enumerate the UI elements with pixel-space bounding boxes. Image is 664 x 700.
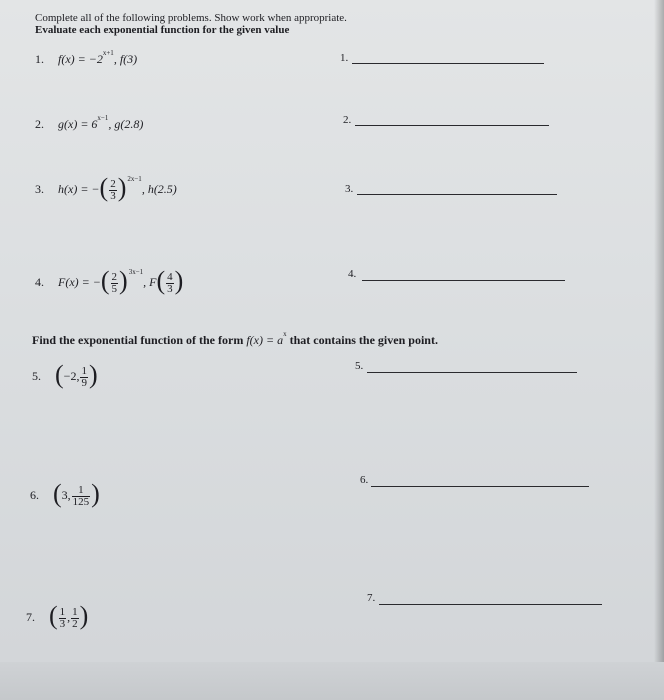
answer-blank-5[interactable]	[367, 372, 577, 373]
function-lhs: F(x) = −	[58, 274, 101, 289]
instruction-text-end: that contains the given point.	[286, 333, 438, 347]
function-lhs: h(x) = −	[58, 181, 100, 196]
answer-label-4: 4.	[348, 268, 357, 280]
problem-6	[30, 481, 100, 511]
fraction-numerator: 1	[78, 483, 84, 496]
answer-blank-3[interactable]	[357, 194, 557, 195]
comma: ,	[67, 609, 71, 624]
point-fraction-a	[59, 607, 67, 630]
right-paren: )	[119, 266, 128, 295]
fraction-denominator: 9	[81, 376, 87, 389]
problem-5	[32, 362, 98, 392]
fraction-denominator: 3	[167, 282, 173, 295]
fraction-numerator: 1	[72, 605, 78, 618]
exponent: x−1	[97, 114, 109, 122]
fraction-denominator: 125	[72, 495, 90, 508]
evaluate-at: , F	[143, 274, 157, 289]
fraction-denominator: 3	[59, 617, 66, 630]
point-first: −2,	[63, 368, 80, 383]
exponent: 3x−1	[128, 267, 144, 276]
instruction-formula: f(x) = a	[246, 333, 284, 347]
point-first: 3,	[61, 487, 71, 502]
instruction-text: Find the exponential function of the form	[32, 333, 247, 347]
answer-label-3: 3.	[345, 183, 354, 195]
right-paren: )	[91, 479, 100, 508]
answer-blank-7[interactable]	[379, 604, 602, 605]
left-paren: (	[55, 360, 64, 389]
answer-blank-6[interactable]	[371, 486, 589, 487]
answer-label-2: 2.	[343, 114, 352, 126]
right-paren: )	[174, 266, 184, 295]
evaluate-at: , h(2.5)	[141, 181, 177, 196]
instruction-exponent: x	[283, 330, 287, 338]
evaluate-at: , f(3)	[113, 52, 138, 66]
base-fraction	[111, 272, 119, 295]
answer-blank-2[interactable]	[355, 125, 549, 126]
problem-number: 6.	[30, 487, 39, 502]
fraction-numerator: 4	[167, 270, 173, 283]
answer-blank-1[interactable]	[352, 63, 544, 64]
fraction-numerator: 1	[81, 364, 87, 377]
problem-1	[35, 49, 138, 67]
base-fraction	[109, 179, 117, 202]
right-paren: )	[117, 173, 127, 202]
answer-blank-4[interactable]	[362, 280, 565, 281]
function-lhs: g(x) = 6	[58, 117, 98, 131]
problem-3	[35, 175, 177, 205]
answer-label-6: 6.	[360, 474, 369, 486]
problem-4	[35, 268, 183, 298]
right-paren: )	[79, 601, 89, 630]
problem-number: 3.	[35, 181, 44, 196]
problem-number: 4.	[35, 274, 44, 289]
answer-label-1: 1.	[340, 52, 349, 64]
section-instruction	[32, 330, 438, 348]
fraction-numerator: 2	[110, 177, 116, 190]
exponent: x+1	[102, 49, 114, 57]
left-paren: (	[100, 266, 110, 295]
fraction-numerator: 1	[59, 605, 66, 618]
left-paren: (	[49, 601, 58, 630]
answer-label-5: 5.	[355, 360, 364, 372]
instructions-line: Complete all of the following problems. Show work when appropriate.	[35, 12, 347, 24]
fraction-denominator: 5	[111, 282, 118, 295]
answer-label-7: 7.	[367, 592, 376, 604]
problem-number: 5.	[32, 368, 41, 383]
left-paren: (	[53, 479, 62, 508]
point-fraction	[80, 366, 88, 389]
problem-number: 7.	[26, 609, 35, 624]
problem-number: 2.	[35, 117, 44, 131]
exponent: 2x−1	[127, 174, 142, 183]
point-fraction	[72, 485, 91, 508]
argument-fraction	[166, 272, 174, 295]
fraction-denominator: 2	[72, 617, 78, 630]
evaluate-at: , g(2.8)	[108, 117, 144, 131]
point-fraction-b	[71, 607, 79, 630]
problem-2	[35, 114, 144, 132]
table-surface	[0, 662, 664, 700]
fraction-numerator: 2	[111, 270, 118, 283]
fraction-denominator: 3	[110, 189, 116, 202]
page-edge-shadow	[654, 0, 664, 700]
right-paren: )	[88, 360, 98, 389]
section-heading: Evaluate each exponential function for the given value	[35, 24, 290, 36]
problem-7	[26, 603, 88, 633]
function-lhs: f(x) = −2	[58, 52, 103, 66]
left-paren: (	[156, 266, 166, 295]
left-paren: (	[99, 173, 109, 202]
problem-number: 1.	[35, 52, 44, 66]
